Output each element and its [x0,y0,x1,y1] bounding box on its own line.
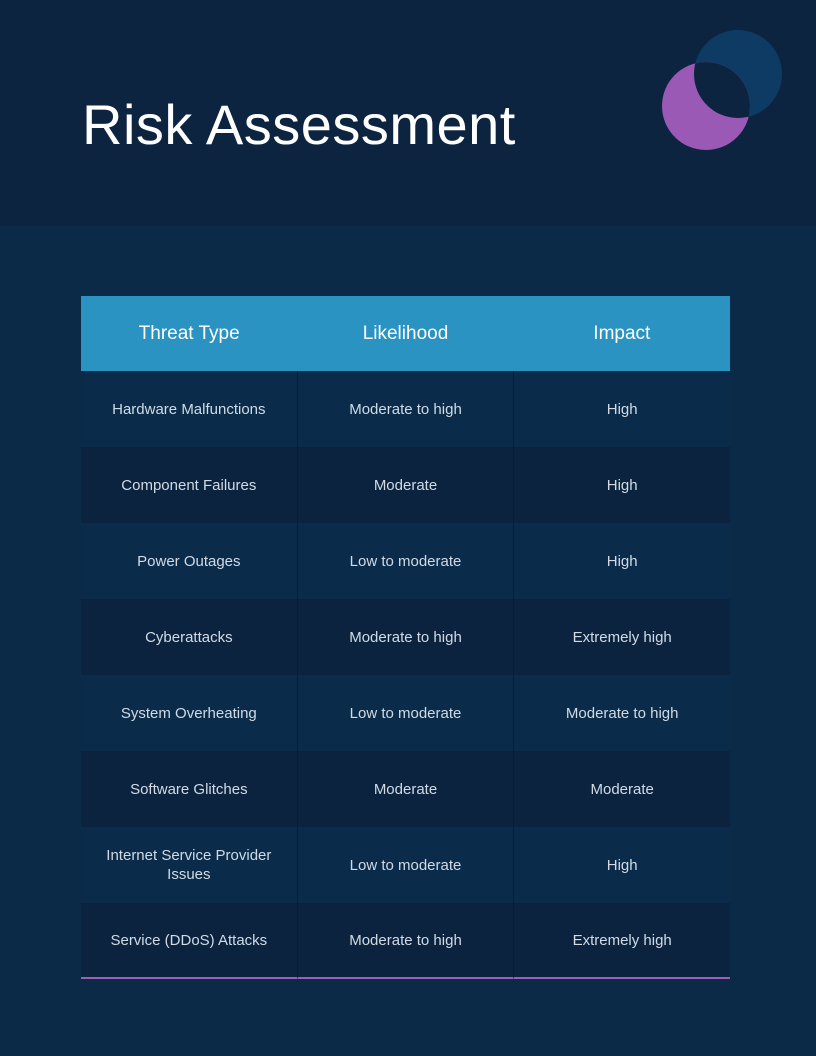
cell-threat-type: Internet Service Provider Issues [81,827,298,903]
table-header-row [81,296,730,371]
cell-likelihood: Low to moderate [298,675,515,751]
header-threat-type: Threat Type [138,322,240,344]
table-row [81,751,730,827]
table-row [81,523,730,599]
page-title: Risk Assessment [82,93,516,156]
table-row [81,599,730,675]
cell-likelihood: Moderate to high [298,903,515,979]
cell-threat-type: Component Failures [81,447,298,523]
cell-likelihood: Moderate [298,751,515,827]
cell-threat-type: Cyberattacks [81,599,298,675]
cell-likelihood: Moderate to high [298,599,515,675]
cell-impact: High [606,856,638,874]
cell-impact: Extremely high [514,903,730,979]
cell-impact: High [606,400,638,418]
header-impact: Impact [593,322,651,344]
cell-impact: High [606,552,638,570]
cell-likelihood: Moderate [298,447,515,523]
table-row [81,675,730,751]
cell-threat-type: System Overheating [81,675,298,751]
table-row [81,447,730,523]
page-header [0,0,816,226]
cell-impact: Moderate to high [565,704,679,722]
table-row [81,903,730,979]
cell-likelihood: Moderate to high [298,371,515,447]
header-likelihood: Likelihood [362,322,449,344]
cell-likelihood: Low to moderate [298,523,515,599]
cell-impact: High [606,476,638,494]
table-row [81,827,730,903]
cell-threat-type: Hardware Malfunctions [81,371,298,447]
overlapping-circles-graphic [650,20,800,170]
cell-threat-type: Power Outages [81,523,298,599]
cell-impact: Extremely high [572,628,672,646]
table-row [81,371,730,447]
cell-threat-type: Service (DDoS) Attacks [81,903,298,979]
cell-likelihood: Low to moderate [298,827,515,903]
cell-impact: Moderate [590,780,654,798]
cell-threat-type: Software Glitches [81,751,298,827]
risk-table [81,296,730,979]
